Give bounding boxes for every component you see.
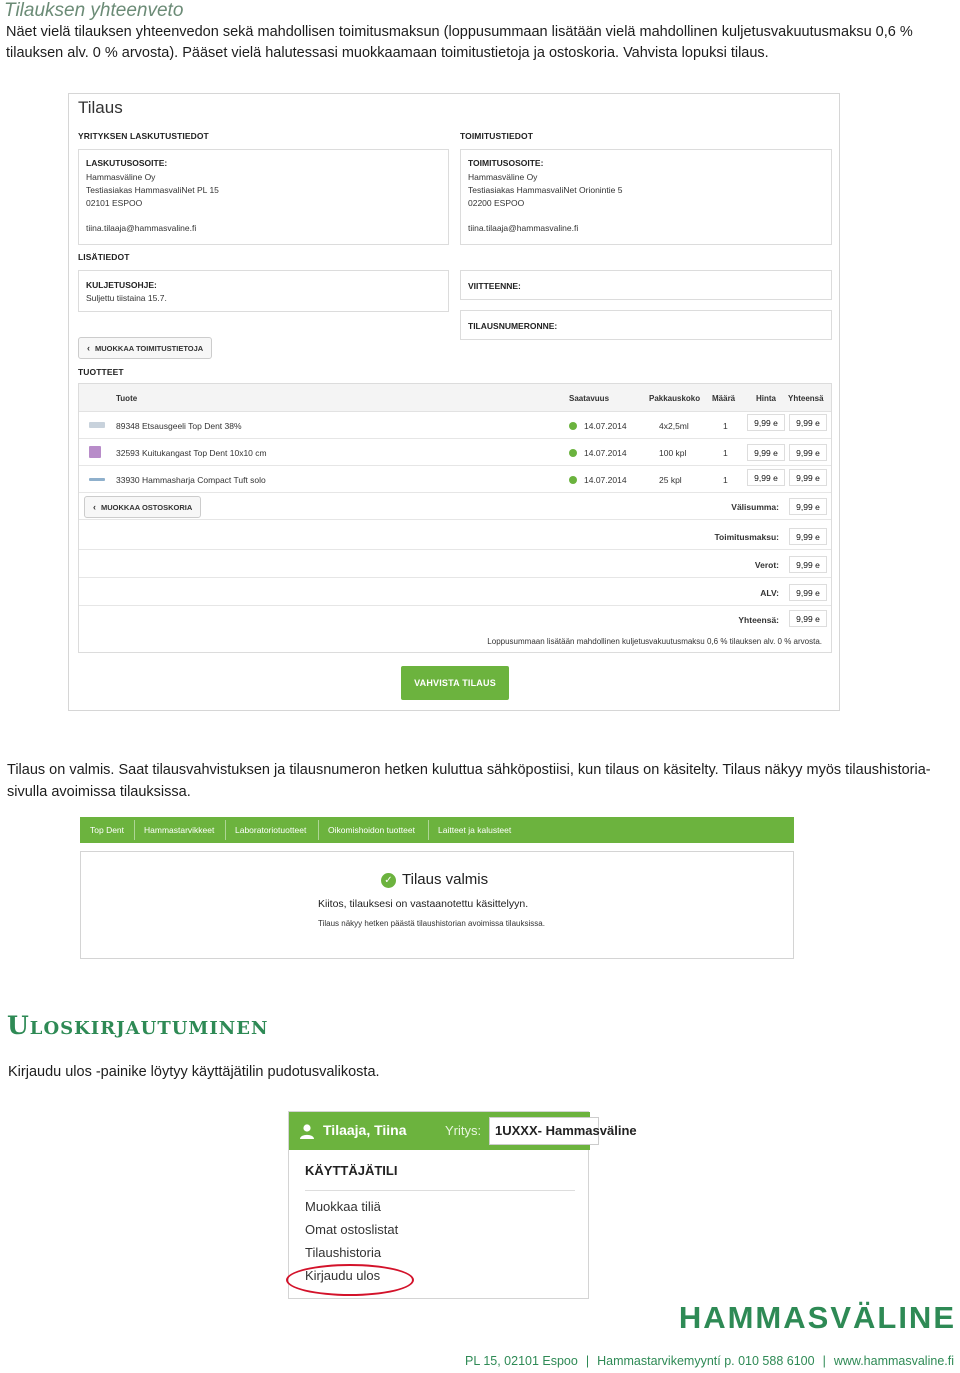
product-thumbnail	[89, 478, 105, 481]
check-icon: ✓	[381, 873, 396, 888]
delivery-line: 02200 ESPOO	[468, 198, 525, 208]
edit-delivery-button[interactable]	[78, 337, 212, 359]
delivery-address-box	[460, 149, 832, 245]
availability-date: 14.07.2014	[584, 475, 627, 485]
brand-logo: HAMMASVÄLINE	[678, 1300, 956, 1335]
summary-value: 9,99 e	[789, 556, 827, 573]
user-name[interactable]: Tilaaja, Tiina	[323, 1122, 407, 1138]
order-ready-note: Tilaus näkyy hetken päästä tilaushistorian avoimissa tilauksissa.	[318, 919, 545, 928]
account-menu-screenshot	[288, 1111, 637, 1299]
product-name: 32593 Kuitukangast Top Dent 10x10 cm	[116, 448, 267, 458]
col-price: Hinta	[756, 394, 776, 403]
billing-email: tiina.tilaaja@hammasvaline.fi	[86, 223, 197, 233]
nav-item[interactable]: Laitteet ja kalusteet	[438, 825, 512, 835]
billing-address-box	[78, 149, 449, 245]
footer-address: PL 15, 02101 Espoo	[465, 1354, 578, 1368]
product-thumbnail	[89, 446, 101, 458]
shipping-fee-row	[79, 522, 831, 550]
summary-label: Toimitusmaksu:	[714, 532, 779, 542]
availability-date: 14.07.2014	[584, 448, 627, 458]
nav-item[interactable]: Laboratoriotuotteet	[235, 825, 307, 835]
footer-separator: |	[822, 1354, 826, 1368]
reference-field[interactable]	[460, 270, 832, 300]
nav-divider	[225, 820, 226, 840]
table-row	[79, 466, 831, 493]
nav-item[interactable]: Oikomishoidon tuotteet	[328, 825, 415, 835]
summary-label: ALV:	[760, 588, 779, 598]
order-ready-message: Kiitos, tilauksesi on vastaanotettu käsittelyyn.	[318, 898, 529, 910]
edit-cart-label: MUOKKAA OSTOSKORIA	[101, 502, 193, 512]
col-quantity: Määrä	[712, 394, 736, 403]
product-thumbnail	[89, 422, 105, 428]
availability-dot-icon	[569, 476, 577, 484]
shipping-instructions-label: KULJETUSOHJE:	[86, 280, 157, 290]
delivery-heading: TOIMITUSTIEDOT	[460, 131, 534, 141]
shipping-instructions-box[interactable]	[78, 270, 449, 312]
table-row	[79, 412, 831, 439]
quantity: 1	[723, 475, 728, 485]
footer-sales-phone: Hammastarvikemyyntí p. 010 588 6100	[597, 1354, 815, 1368]
summary-value: 9,99 e	[789, 610, 827, 627]
intro-paragraph: Näet vielä tilauksen yhteenvedon sekä mahdollisen toimitusmaksun (loppusummaan lisätään vielä mahdollinen kuljetusvakuutusmaksu 0,6 % tilauksen alv. 0 % arvosta). Pääset vielä halutessasi muokkaamaan toimitustietoja ja ostoskoria. Vahvista lopuksi tilaus.	[6, 24, 913, 61]
col-total: Yhteensä	[788, 394, 824, 403]
availability-dot-icon	[569, 422, 577, 430]
billing-heading: YRITYKSEN LASKUTUSTIEDOT	[78, 131, 209, 141]
row-total: 9,99 e	[789, 414, 827, 431]
subtotal-row	[79, 492, 831, 520]
quantity: 1	[723, 448, 728, 458]
price: 9,99 e	[747, 469, 785, 486]
billing-line: 02101 ESPOO	[86, 198, 143, 208]
delivery-email: tiina.tilaaja@hammasvaline.fi	[468, 223, 579, 233]
highlight-circle	[286, 1264, 414, 1296]
user-icon	[299, 1123, 315, 1139]
account-menu-header	[289, 1112, 637, 1150]
delivery-line: Testiasiakas HammasvaliNet Orionintie 5	[468, 185, 623, 195]
order-number-field[interactable]	[460, 310, 832, 340]
menu-item-edit-account[interactable]: Muokkaa tiliä	[305, 1199, 381, 1214]
chevron-left-icon: ‹	[93, 502, 96, 512]
summary-value: 9,99 e	[789, 498, 827, 515]
chevron-left-icon: ‹	[87, 343, 90, 353]
col-pack-size: Pakkauskoko	[649, 394, 701, 403]
order-number-label: TILAUSNUMERONNE:	[468, 321, 558, 331]
company-label: Yritys:	[445, 1123, 482, 1138]
menu-item-shopping-lists[interactable]: Omat ostoslistat	[305, 1222, 399, 1237]
pack-size: 25 kpl	[659, 475, 682, 485]
nav-item[interactable]: Top Dent	[90, 825, 125, 835]
shipping-instructions-value: Suljettu tiistaina 15.7.	[86, 293, 167, 303]
summary-label: Välisumma:	[731, 502, 779, 512]
row-total: 9,99 e	[789, 444, 827, 461]
delivery-address-label: TOIMITUSOSOITE:	[468, 158, 544, 168]
summary-value: 9,99 e	[789, 584, 827, 601]
footer-separator: |	[585, 1354, 590, 1368]
confirm-order-button[interactable]: VAHVISTA TILAUS	[401, 666, 509, 700]
summary-label: Yhteensä:	[738, 615, 779, 625]
product-name: 89348 Etsausgeeli Top Dent 38%	[116, 421, 242, 431]
nav-divider	[134, 820, 135, 840]
divider	[305, 1190, 575, 1191]
product-name: 33930 Hammasharja Compact Tuft solo	[116, 475, 266, 485]
billing-line: Hammasväline Oy	[86, 172, 156, 182]
table-row	[79, 439, 831, 466]
summary-label: Verot:	[754, 560, 779, 570]
row-total: 9,99 e	[789, 469, 827, 486]
pack-size: 100 kpl	[659, 448, 687, 458]
reference-label: VIITTEENNE:	[468, 281, 521, 291]
insurance-note: Loppusummaan lisätään mahdollinen kuljetusvakuutusmaksu 0,6 % tilauksen alv. 0 % arvosta.	[487, 637, 822, 646]
extra-info-heading: LISÄTIEDOT	[78, 252, 130, 262]
billing-line: Testiasiakas HammasvaliNet PL 15	[86, 185, 219, 195]
billing-address-label: LASKUTUSOSOITE:	[86, 158, 168, 168]
nav-divider	[318, 820, 319, 840]
products-heading: TUOTTEET	[78, 367, 124, 377]
company-select[interactable]: 1UXXX- Hammasväline	[489, 1117, 599, 1145]
grand-total-row	[79, 605, 831, 633]
table-header	[79, 384, 831, 412]
menu-item-order-history[interactable]: Tilaushistoria	[305, 1245, 382, 1260]
products-table	[78, 383, 832, 653]
availability-dot-icon	[569, 449, 577, 457]
price: 9,99 e	[747, 414, 785, 431]
order-ready-panel	[80, 851, 794, 959]
col-availability: Saatavuus	[569, 394, 610, 403]
order-ready-title: Tilaus valmis	[402, 871, 489, 888]
menu-item-logout[interactable]: Kirjaudu ulos	[305, 1268, 381, 1283]
nav-divider	[428, 820, 429, 840]
section-heading: Tilauksen yhteenveto	[4, 0, 184, 21]
vat-row	[79, 578, 831, 606]
footer	[465, 1354, 954, 1368]
order-ready-paragraph: Tilaus on valmis. Saat tilausvahvistuksen ja tilausnumeron hetken kuluttua sähköpostiisi, kun tilaus on käsitelty. Tilaus näkyy myös tilaushistoria-sivulla avoimissa tilauksissa.	[7, 762, 931, 800]
quantity: 1	[723, 421, 728, 431]
main-navigation	[80, 817, 794, 843]
footer-website[interactable]: www.hammasvaline.fi	[833, 1354, 954, 1368]
delivery-line: Hammasväline Oy	[468, 172, 538, 182]
order-summary-screenshot	[68, 93, 840, 711]
taxes-row	[79, 550, 831, 578]
account-section-title: KÄYTTÄJÄTILI	[305, 1163, 398, 1178]
col-product: Tuote	[116, 394, 138, 403]
pack-size: 4x2,5ml	[659, 421, 689, 431]
availability-date: 14.07.2014	[584, 421, 627, 431]
edit-delivery-label: MUOKKAA TOIMITUSTIETOJA	[95, 343, 204, 353]
nav-item[interactable]: Hammastarvikkeet	[144, 825, 215, 835]
order-title: Tilaus	[78, 98, 123, 117]
logout-paragraph: Kirjaudu ulos -painike löytyy käyttäjätilin pudotusvalikosta.	[8, 1064, 380, 1080]
summary-value: 9,99 e	[789, 528, 827, 545]
logout-heading: Uloskirjautuminen	[7, 1011, 269, 1040]
price: 9,99 e	[747, 444, 785, 461]
